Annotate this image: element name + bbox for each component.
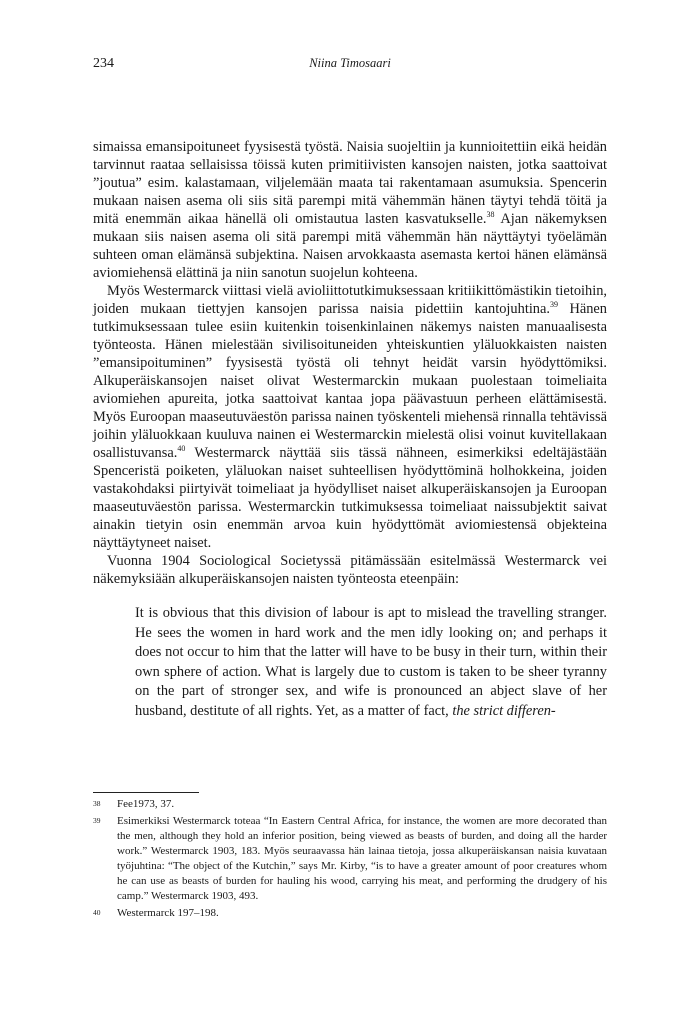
text-run: simaissa emansipoituneet fyysisestä työstä. Naisia suojeltiin ja kunnioitettiin eikä heidän tarvinnut raataa sellaisissa töissä kuten primitiivisten kansojen naisten, jotka saattoivat ”joutua” esim. kalastamaan, viljelemään maata tai rakentamaan asumuksia. Spencerin mukaan naisen asema oli siis sitä parempi mitä vähemmän hänen täytyi tehdä töitä ja mitä enemmän aikaa hänellä oli omistautua lasten kasvatukselle.	[93, 139, 607, 227]
block-quote	[135, 604, 607, 721]
running-title: Niina Timosaari	[309, 56, 391, 70]
footnote-reference: 38	[486, 210, 495, 220]
footnote-number: 39	[93, 816, 101, 825]
text-run: Vuonna 1904 Sociological Societyssä pitämässään esitelmässä Westermarck vei näkemyksiään alkuperäiskansojen naisten työnteosta eteenpäin:	[93, 553, 607, 587]
text-run: Myös Westermarck viittasi vielä avioliittotutkimuksessaan kritiikittömästikin tietoihin, joiden mukaan tiettyjen kansojen parissa naisia pidettiin kantojuhtina.	[93, 283, 607, 317]
running-header	[93, 56, 607, 76]
footnote-reference: 40	[177, 444, 186, 454]
page-number: 234	[93, 56, 114, 71]
text-run: Westermarck näyttää siis tässä nähneen, esimerkiksi edeltäjästään Spenceristä poiketen, yläluokan naiset suhteellisen hyödyttöminä holhokkeina, joiden vastakohdaksi piirtyivät toimeliaat ja hyödylliset naiset alkuperäiskansojen ja Euroopan maaseutuväestön parissa. Westermarckin tutkimuksessa toimeliaat naissubjektit saivat ainakin tietyin osin enemmän arvoa kuin hyödyttömät aviomiestensä objekteina näyttäytyneet naiset.	[93, 445, 607, 551]
footnote-text: Westermarck 197–198.	[117, 907, 219, 919]
emphasized-text: the strict differen-	[452, 702, 556, 719]
footnote-number: 40	[93, 908, 101, 917]
text-run: It is obvious that this division of labour is apt to mislead the travelling stranger. He sees the women in hard work and the men idly looking on; and perhaps it does not occur to him that the latter will have to be busy in their turn, within their own sphere of action. What is largely due to custom is taken to be sheer tyranny on the part of stronger sex, and wife is pronounced an abject slave of her husband, destitute of all rights. Yet, as a matter of fact,	[135, 605, 607, 719]
text-run: Ajan näkemyksen mukaan siis naisen asema oli sitä parempi mitä vähemmän hän näyttäytyi työelämän suhteen oman elämänsä subjektina. Naisen arvokkaasta asemasta kertoi hänen elämänsä aviomiehensä elättinä ja niin sanotun suojelun kohteena.	[93, 211, 607, 281]
body-text	[93, 138, 607, 721]
footnote-item	[93, 797, 607, 812]
text-run: Hänen tutkimuksessaan tulee esiin kuitenkin toisenkinlainen näkemys naisten manuaalisesta työnteosta. Hänen mielestään sivilisoituneiden yhteiskuntien yläluokkaisten naisten ”emansipoituminen” fyysisestä työstä oli tehnyt heidät varsin hyödyttömiksi. Alkuperäiskansojen naiset olivat Westermarckin mukaan puolestaan toimeliaita aviomiehen apureita, jotka saattoivat kantaa jopa päävastuun perheen elättämisestä. Myös Euroopan maaseutuväestön parissa nainen työskenteli miehensä rinnalla tehtävissä joihin yläluokkaan kuuluva nainen ei Westermarckin mielestä olisi voinut kuvitellakaan osallistuvansa.	[93, 301, 608, 461]
footnote-text: Fee1973, 37.	[117, 798, 175, 810]
paragraph	[93, 282, 607, 552]
footnote-reference: 39	[550, 300, 558, 310]
footnote-item	[93, 906, 607, 921]
paragraph	[93, 552, 607, 588]
footnote-divider	[93, 792, 199, 793]
paragraph	[93, 138, 607, 282]
footnote-item	[93, 814, 607, 904]
footnote-text: Esimerkiksi Westermarck toteaa “In Eastern Central Africa, for instance, the women are more decorated than the men, although they hold an inferior position, being viewed as beasts of burden, and doing all the harder work.” Westermarck 1903, 183. Myös seuraavassa hän lainaa tietoja, jossa alkuperäiskansan naisia kuvataan työjuhtina: “The object of the Kutchin,” says Mr. Kirby, “is to have a greater amount of poor creatures whom he can use as beasts of burden for hauling his wood, carrying his meat, and performing the drudgery of his camp.” Westermarck 1903, 493.	[117, 815, 607, 902]
footnote-number: 38	[93, 799, 101, 808]
footnotes	[93, 797, 607, 923]
